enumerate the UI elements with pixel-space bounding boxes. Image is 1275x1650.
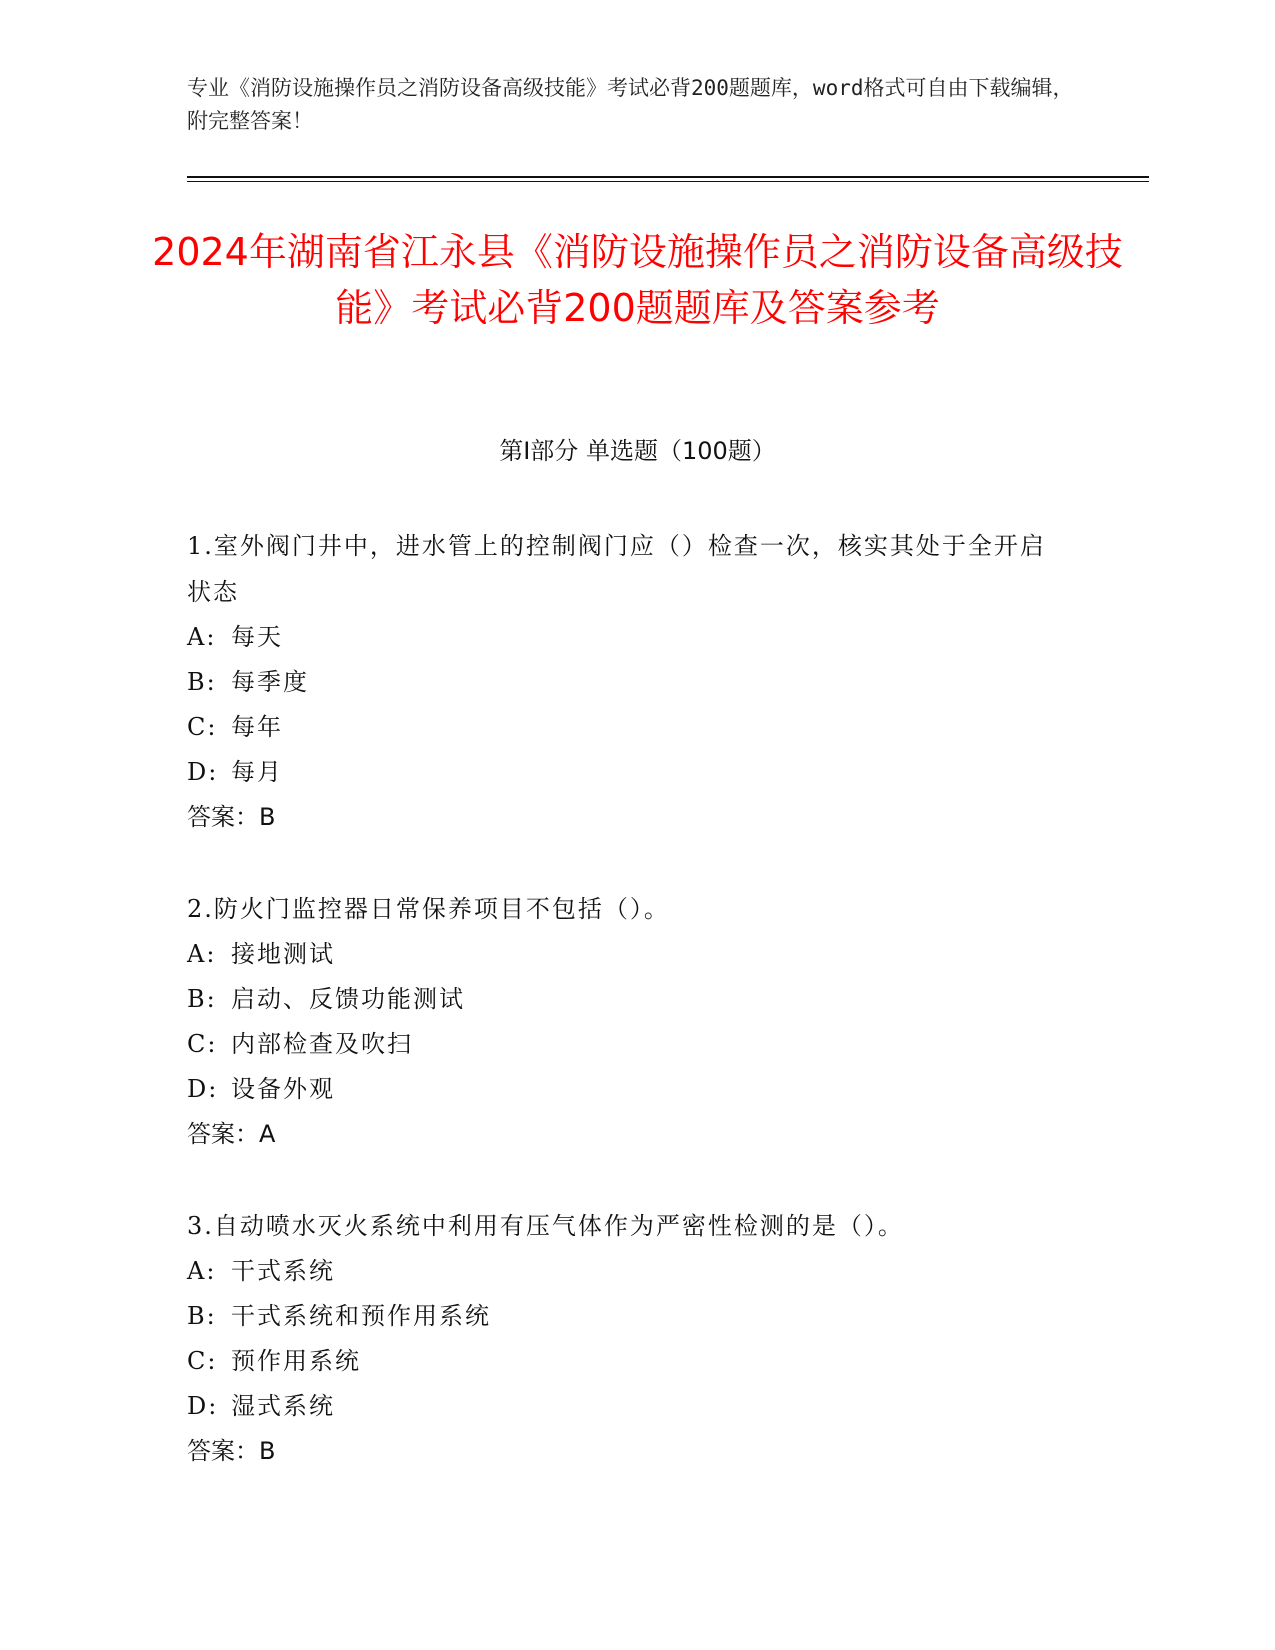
option-key: D:	[187, 1392, 219, 1420]
option-text: 预作用系统	[231, 1347, 361, 1375]
option-d	[187, 750, 1067, 795]
option-text: 每季度	[231, 668, 309, 696]
option-d	[187, 1067, 1067, 1112]
answer: 答案：B	[187, 803, 276, 831]
option-d	[187, 1384, 1067, 1429]
header-divider-thick	[187, 176, 1149, 178]
option-key: C:	[187, 1030, 218, 1058]
option-b	[187, 660, 1067, 705]
option-c	[187, 705, 1067, 750]
question-stem: 2.防火门监控器日常保养项目不包括（）。	[187, 895, 670, 923]
option-a	[187, 615, 1067, 660]
option-c	[187, 1339, 1067, 1384]
option-text: 湿式系统	[231, 1392, 335, 1420]
header-divider-thin	[187, 181, 1149, 182]
option-text: 启动、反馈功能测试	[231, 985, 465, 1013]
option-key: D:	[187, 758, 219, 786]
option-a	[187, 932, 1067, 977]
header-note: 专业《消防设施操作员之消防设备高级技能》考试必背200题题库，word格式可自由下载编辑，附完整答案！	[187, 76, 1074, 133]
option-text: 干式系统	[231, 1257, 335, 1285]
option-text: 接地测试	[231, 940, 335, 968]
option-key: C:	[187, 1347, 218, 1375]
option-b	[187, 977, 1067, 1022]
option-a	[187, 1249, 1067, 1294]
answer: 答案：B	[187, 1437, 276, 1465]
section-heading: 第Ⅰ部分 单选题（100题）	[499, 437, 776, 465]
option-key: D:	[187, 1075, 219, 1103]
option-key: C:	[187, 713, 218, 741]
question-2	[187, 886, 1067, 1157]
question-stem: 3.自动喷水灭火系统中利用有压气体作为严密性检测的是（）。	[187, 1212, 904, 1240]
answer: 答案：A	[187, 1120, 276, 1148]
document-title: 2024年湖南省江永县《消防设施操作员之消防设备高级技能》考试必背200题题库及答案参考	[152, 230, 1123, 330]
option-b	[187, 1294, 1067, 1339]
option-text: 设备外观	[231, 1075, 335, 1103]
option-key: A:	[187, 1257, 217, 1285]
option-key: A:	[187, 623, 217, 651]
option-key: A:	[187, 940, 217, 968]
question-1	[187, 523, 1067, 840]
option-text: 每月	[231, 758, 283, 786]
option-text: 每年	[231, 713, 283, 741]
option-text: 每天	[231, 623, 283, 651]
option-key: B:	[187, 668, 217, 696]
option-key: B:	[187, 1302, 217, 1330]
option-text: 内部检查及吹扫	[231, 1030, 413, 1058]
question-stem: 1.室外阀门井中，进水管上的控制阀门应（）检查一次，核实其处于全开启状态	[187, 532, 1046, 606]
option-c	[187, 1022, 1067, 1067]
option-text: 干式系统和预作用系统	[231, 1302, 491, 1330]
question-3	[187, 1203, 1067, 1474]
option-key: B:	[187, 985, 217, 1013]
